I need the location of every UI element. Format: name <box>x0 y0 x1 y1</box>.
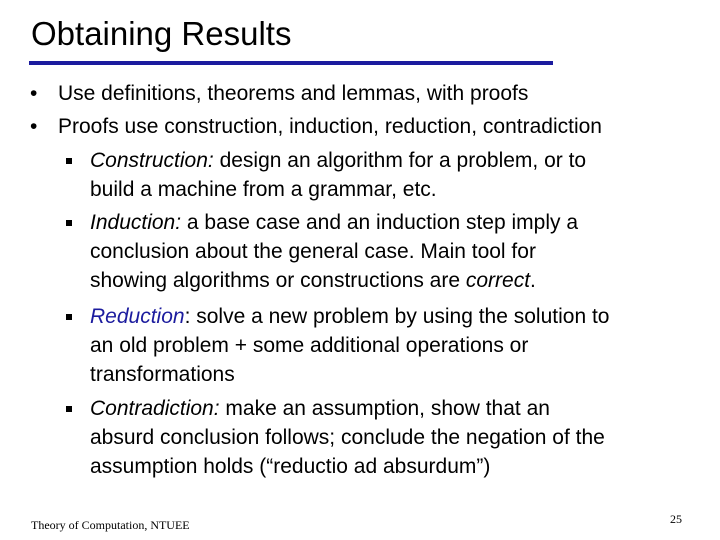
term-construction: Construction: <box>90 149 214 172</box>
term-contradiction: Contradiction: <box>90 397 220 420</box>
sub-bullet-induction: Induction: a base case and an induction step imply a conclusion about the general case. Main tool for showing algorithms or constructions are correct. <box>90 208 700 295</box>
square-bullet-icon <box>66 158 72 164</box>
footer-text: Theory of Computation, NTUEE <box>31 518 190 532</box>
bullet-item <box>30 79 529 108</box>
bullet-dot-icon: • <box>30 82 38 105</box>
emphasis-correct: correct <box>465 269 531 292</box>
bullet-text: Proofs use construction, induction, reduction, contradiction <box>58 115 602 138</box>
square-bullet-icon <box>66 406 72 412</box>
sub-bullet-contradiction: Contradiction: make an assumption, show that an absurd conclusion follows; conclude the negation of the assumption holds (“reductio ad absurdum”) <box>90 394 700 481</box>
term-induction: Induction: <box>90 211 182 234</box>
bullet-dot-icon: • <box>30 115 38 138</box>
page-number: 25 <box>670 512 682 526</box>
sub-bullet-reduction: Reduction: solve a new problem by using the solution to an old problem + some additional operations or transformations <box>90 302 700 389</box>
term-reduction: Reduction <box>90 305 185 328</box>
square-bullet-icon <box>66 314 72 320</box>
sub-bullet-construction: Construction: design an algorithm for a problem, or to build a machine from a grammar, etc. <box>90 146 700 204</box>
bullet-item <box>30 112 602 141</box>
title-underline <box>29 61 553 65</box>
slide-title: Obtaining Results <box>31 15 292 52</box>
square-bullet-icon <box>66 220 72 226</box>
bullet-text: Use definitions, theorems and lemmas, with proofs <box>58 82 529 105</box>
